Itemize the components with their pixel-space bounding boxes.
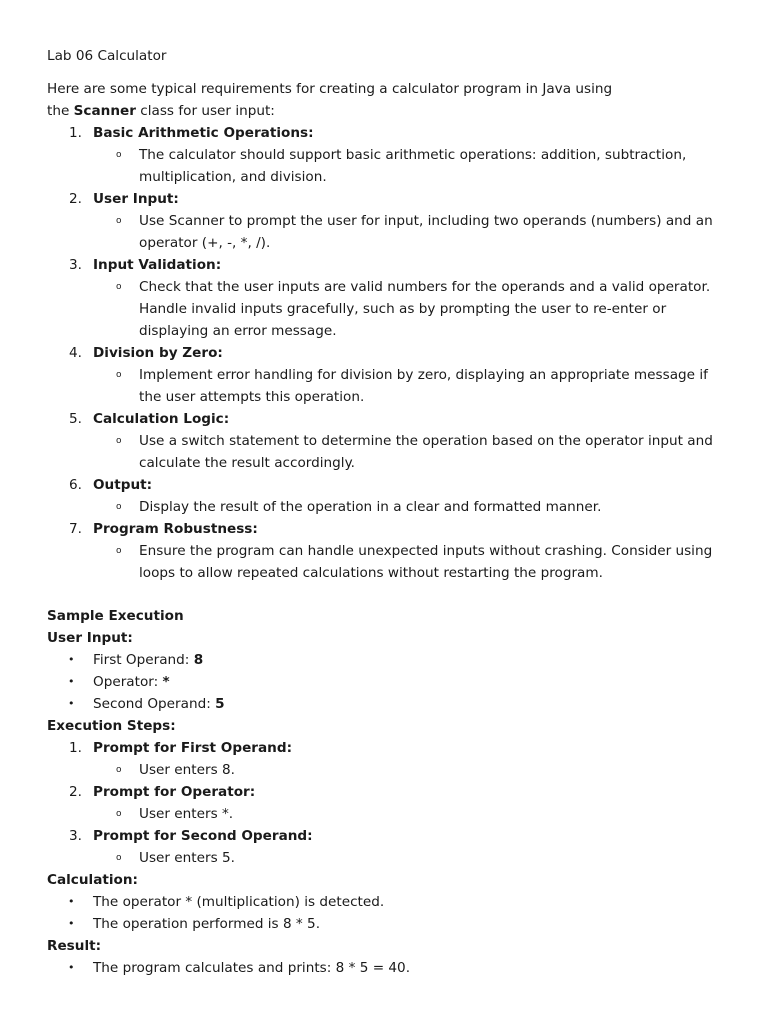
step-detail: User enters *. [139, 806, 234, 822]
execution-steps-heading: Execution Steps: [47, 718, 176, 734]
result-heading: Result: [47, 938, 102, 954]
circle-bullet-icon: o [116, 436, 122, 446]
circle-bullet-icon: o [116, 370, 122, 380]
list-number: 2. [69, 191, 82, 207]
intro-line-2: the Scanner class for user input: [47, 103, 275, 119]
dot-bullet-icon: • [68, 917, 75, 930]
requirement-detail: Ensure the program can handle unexpected inputs without crashing. Consider using [139, 543, 713, 559]
requirement-heading: User Input: [93, 191, 179, 207]
circle-bullet-icon: o [116, 150, 122, 160]
list-number: 7. [69, 521, 82, 537]
requirement-detail: Check that the user inputs are valid numbers for the operands and a valid operator. [139, 279, 711, 295]
document-page: Lab 06 Calculator Here are some typical requirements for creating a calculator program in Java using the Scanner class for user input: 1. Basic Arithmetic Operations: o The calculator should support basic arithmetic operations: addition, subtraction, multiplication, and division. 2. User Input: o Use Scanner to prompt the user for input, including two operands (numbers) and an operator (+, -, *, /). 3. Input Validation: o Check that the user inputs are valid numbers for the operands and a valid operator. Handle invalid inputs gracefully, such as by prompting the user to re-enter or displaying an error message. 4. Division by Zero: o Implement error handling for division by zero, displaying an appropriate message if the user attempts this operation. 5. Calculation Logic: o Use a switch statement to determine the operation based on the operator input and calculate the result accordingly. 6. Output: o Display the result of the operation in a clear and formatted manner. 7. Program Robustness: o Ensure the program can handle unexpected inputs without crashing. Consider using loops to allow repeated calculations without restarting the program. Sample Execution User Input: • First Operand: 8 • Operator: * • Second Operand: 5 Execution Steps: 1. Prompt for First Operand: o User enters 8. 2. Prompt for Operator: o User enters *. 3. Prompt for Second Operand: o User enters 5. Calculation: • The operator * (multiplication) is detected. • The operation performed is 8 * 5. Result: • The program calculates and prints: 8 * 5 = 40. [0, 0, 768, 1024]
list-number: 3. [69, 828, 82, 844]
calculation-text: The operation performed is 8 * 5. [93, 916, 321, 932]
requirement-heading: Basic Arithmetic Operations: [93, 125, 314, 141]
circle-bullet-icon: o [116, 546, 122, 556]
sample-execution-heading: Sample Execution [47, 608, 184, 624]
list-number: 3. [69, 257, 82, 273]
dot-bullet-icon: • [68, 675, 75, 688]
requirement-heading: Division by Zero: [93, 345, 223, 361]
dot-bullet-icon: • [68, 653, 75, 666]
input-value: 8 [193, 652, 204, 668]
requirement-detail: loops to allow repeated calculations without restarting the program. [139, 565, 603, 581]
requirement-detail: The calculator should support basic arithmetic operations: addition, subtraction, [139, 147, 687, 163]
requirement-detail: Use Scanner to prompt the user for input, including two operands (numbers) and an [139, 213, 713, 229]
circle-bullet-icon: o [116, 809, 122, 819]
circle-bullet-icon: o [116, 853, 122, 863]
requirement-detail: Handle invalid inputs gracefully, such as by prompting the user to re-enter or [139, 301, 667, 317]
requirement-heading: Input Validation: [93, 257, 222, 273]
list-number: 4. [69, 345, 82, 361]
input-value: * [162, 674, 170, 690]
requirement-detail: calculate the result accordingly. [139, 455, 355, 471]
input-value: 5 [215, 696, 225, 712]
intro-line-1: Here are some typical requirements for creating a calculator program in Java using [47, 81, 613, 97]
document-title: Lab 06 Calculator [47, 48, 167, 64]
requirement-detail: Use a switch statement to determine the operation based on the operator input and [139, 433, 713, 449]
requirement-heading: Output: [93, 477, 153, 493]
circle-bullet-icon: o [116, 216, 122, 226]
requirement-detail: multiplication, and division. [139, 169, 327, 185]
scanner-keyword: Scanner [73, 103, 136, 119]
step-detail: User enters 5. [139, 850, 235, 866]
requirement-heading: Calculation Logic: [93, 411, 230, 427]
requirement-detail: displaying an error message. [139, 323, 337, 339]
step-heading: Prompt for Operator: [93, 784, 256, 800]
circle-bullet-icon: o [116, 502, 122, 512]
requirement-detail: the user attempts this operation. [139, 389, 365, 405]
dot-bullet-icon: • [68, 895, 75, 908]
dot-bullet-icon: • [68, 961, 75, 974]
list-number: 6. [69, 477, 82, 493]
calculation-heading: Calculation: [47, 872, 138, 888]
user-input-heading: User Input: [47, 630, 133, 646]
dot-bullet-icon: • [68, 697, 75, 710]
requirement-detail: operator (+, -, *, /). [139, 235, 271, 251]
step-heading: Prompt for First Operand: [93, 740, 293, 756]
step-detail: User enters 8. [139, 762, 235, 778]
requirement-detail: Display the result of the operation in a clear and formatted manner. [139, 499, 602, 515]
circle-bullet-icon: o [116, 765, 122, 775]
list-number: 1. [69, 125, 82, 141]
list-number: 1. [69, 740, 82, 756]
step-heading: Prompt for Second Operand: [93, 828, 313, 844]
circle-bullet-icon: o [116, 282, 122, 292]
result-text: The program calculates and prints: 8 * 5 = 40. [93, 960, 411, 976]
calculation-text: The operator * (multiplication) is detected. [93, 894, 385, 910]
requirement-heading: Program Robustness: [93, 521, 258, 537]
requirement-detail: Implement error handling for division by zero, displaying an appropriate message if [139, 367, 708, 383]
list-number: 5. [69, 411, 82, 427]
list-number: 2. [69, 784, 82, 800]
